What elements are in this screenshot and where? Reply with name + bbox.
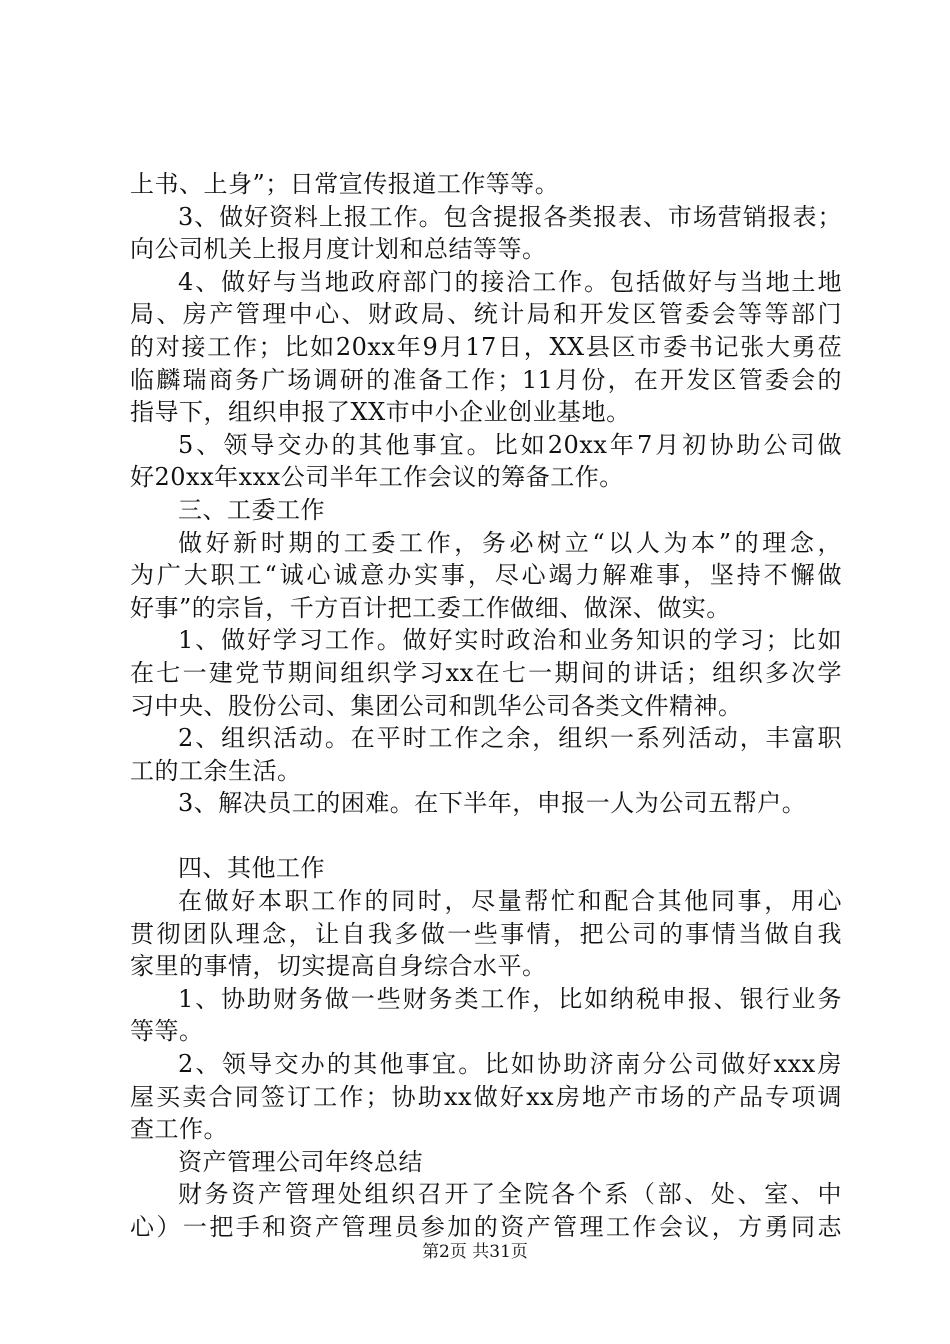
document-body bbox=[130, 168, 842, 1244]
text-line: 习中央、股份公司、集团公司和凯华公司各类文件精神。 bbox=[130, 691, 743, 720]
text-line: 财务资产管理处组织召开了全院各个系（部、处、室、中 bbox=[178, 1180, 842, 1209]
section-heading: 三、工委工作 bbox=[178, 495, 325, 524]
section-heading: 资产管理公司年终总结 bbox=[178, 1147, 423, 1176]
text-line: 4、做好与当地政府部门的接洽工作。包括做好与当地土地 bbox=[178, 267, 842, 296]
text-line: 好事”的宗旨，千方百计把工委工作做细、做深、做实。 bbox=[130, 593, 731, 622]
text-line: 工的工余生活。 bbox=[130, 756, 302, 785]
text-line: 查工作。 bbox=[130, 1115, 228, 1144]
text-line: 5、领导交办的其他事宜。比如20xx年7月初协助公司做 bbox=[178, 430, 842, 459]
text-line: 2、组织活动。在平时工作之余，组织一系列活动，丰富职 bbox=[178, 724, 842, 753]
text-line: 1、协助财务做一些财务类工作，比如纳税申报、银行业务 bbox=[178, 984, 842, 1013]
text-line: 上书、上身”；日常宣传报道工作等等。 bbox=[130, 170, 560, 198]
text-line: 3、做好资料上报工作。包含提报各类报表、市场营销报表； bbox=[178, 202, 842, 231]
text-line: 在七一建党节期间组织学习xx在七一期间的讲话；组织多次学 bbox=[130, 658, 842, 687]
text-line: 等等。 bbox=[130, 1017, 204, 1046]
text-line: 为广大职工“诚心诚意办实事，尽心竭力解难事，坚持不懈做 bbox=[130, 561, 842, 590]
text-line: 的对接工作；比如20xx年9月17日，XX县区市委书记张大勇莅 bbox=[130, 332, 842, 361]
blank-line bbox=[130, 820, 842, 853]
text-line: 3、解决员工的困难。在下半年，申报一人为公司五帮户。 bbox=[178, 789, 807, 818]
text-line: 指导下，组织申报了XX市中小企业创业基地。 bbox=[130, 398, 631, 427]
section-heading: 四、其他工作 bbox=[178, 854, 325, 883]
text-line: 在做好本职工作的同时，尽量帮忙和配合其他同事，用心 bbox=[178, 887, 842, 916]
text-line: 向公司机关上报月度计划和总结等等。 bbox=[130, 235, 547, 264]
text-line: 好20xx年xxx公司半年工作会议的筹备工作。 bbox=[130, 463, 624, 492]
text-line: 1、做好学习工作。做好实时政治和业务知识的学习；比如 bbox=[178, 626, 842, 655]
text-line: 做好新时期的工委工作，务必树立“以人为本”的理念， bbox=[178, 528, 842, 557]
text-line: 家里的事情，切实提高自身综合水平。 bbox=[130, 952, 547, 981]
text-line: 临麟瑞商务广场调研的准备工作；11月份，在开发区管委会的 bbox=[130, 365, 842, 394]
text-line: 2、领导交办的其他事宜。比如协助济南分公司做好xxx房 bbox=[178, 1050, 842, 1079]
text-line: 局、房产管理中心、财政局、统计局和开发区管委会等等部门 bbox=[130, 300, 842, 329]
page-number-footer: 第2页 共31页 bbox=[422, 1242, 528, 1262]
text-line: 贯彻团队理念，让自我多做一些事情，把公司的事情当做自我 bbox=[130, 919, 842, 948]
text-line: 屋买卖合同签订工作；协助xx做好xx房地产市场的产品专项调 bbox=[130, 1082, 842, 1111]
text-line: 心）一把手和资产管理员参加的资产管理工作会议，方勇同志 bbox=[130, 1213, 842, 1241]
